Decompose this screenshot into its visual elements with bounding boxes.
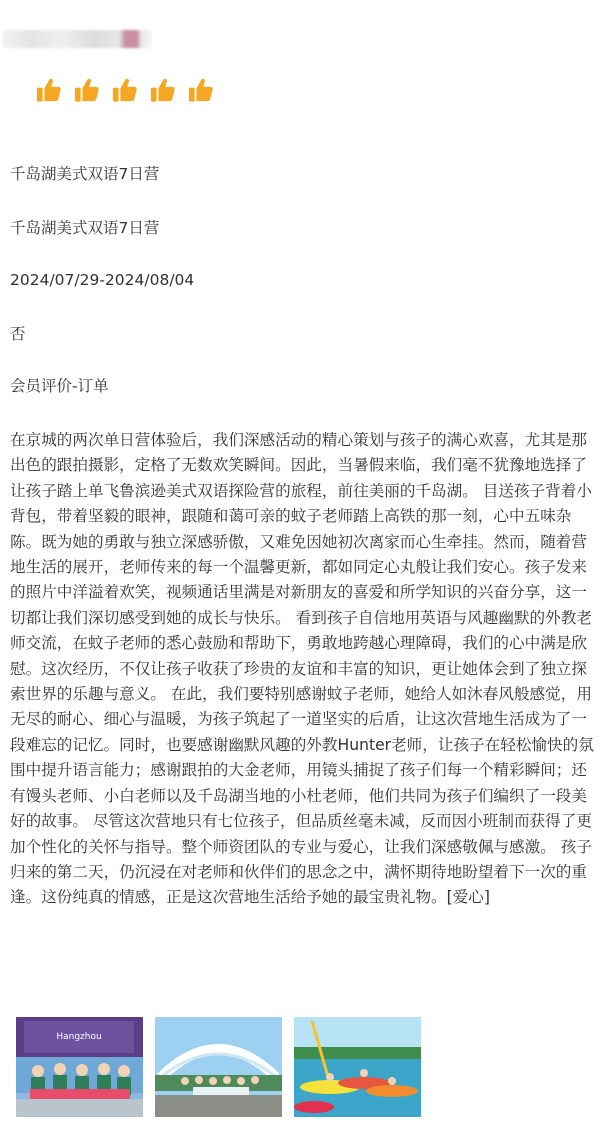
date-range: 2024/07/29-2024/08/04 — [10, 271, 195, 289]
user-name-blurred — [2, 30, 152, 48]
star-rating — [34, 76, 215, 104]
review-source: 会员评价-订单 — [10, 377, 109, 395]
photo-banner-caption: Hangzhou — [56, 1032, 102, 1042]
camp-session-name: 千岛湖美式双语7日营 — [10, 219, 160, 237]
review-text: 在京城的两次单日营体验后，我们深感活动的精心策划与孩子的满心欢喜，尤其是那出色的跟拍摄影，定格了无数欢笑瞬间。因此，当暑假来临，我们毫不犹豫地选择了让孩子踏上单飞鲁滨逊美式双语探险营的旅程，前往美丽的千岛湖。 目送孩子背着小背包，带着坚毅的眼神，跟随和蔼可亲的蚊子老师踏上高铁的那一刻，心中五味杂陈。既为她的勇敢与独立深感骄傲，又难免因她初次离家而心生牵挂。然而，随着营地生活的展开，老师传来的每一个温馨更新，都如同定心丸般让我们安心。孩子发来的照片中洋溢着欢笑，视频通话里满是对新朋友的喜爱和所学知识的兴奋分享，这一切都让我们深切感受到她的成长与快乐。 看到孩子自信地用英语与风趣幽默的外教老师交流，在蚊子老师的悉心鼓励和帮助下，勇敢地跨越心理障碍，我们的心中满是欣慰。这次经历，不仅让孩子收获了珍贵的友谊和丰富的知识，更让她体会到了独立探索世界的乐趣与意义。 在此，我们要特别感谢蚊子老师，她给人如沐春风般感觉，用无尽的耐心、细心与温暖，为孩子筑起了一道坚实的后盾，让这次营地生活成为了一段难忘的记忆。同时，也要感谢幽默风趣的外教Hunter老师，让孩子在轻松愉快的氛围中提升语言能力；感谢跟拍的大金老师，用镜头捕捉了孩子们每一个精彩瞬间；还有馒头老师、小白老师以及千岛湖当地的小杜老师，他们共同为孩子们编织了一段美好的故事。 尽管这次营地只有七位孩子，但品质丝毫未减，反而因小班制而获得了更加个性化的关怀与指导。整个师资团队的专业与爱心，让我们深感敬佩与感激。 孩子归来的第二天，仍沉浸在对老师和伙伴们的思念之中，满怀期待地盼望着下一次的重逢。这份纯真的情感，正是这次营地生活给予她的最宝贵礼物。[爱心] — [10, 431, 594, 907]
option-flag: 否 — [10, 325, 26, 343]
thumbs-up-icon — [110, 76, 139, 104]
thumbs-up-icon — [72, 76, 101, 104]
thumbs-up-icon — [34, 76, 63, 104]
thumbs-up-icon — [186, 76, 215, 104]
product-title: 千岛湖美式双语7日营 — [10, 165, 160, 183]
photo-group-banner[interactable] — [16, 1017, 143, 1117]
photo-gallery — [16, 1017, 421, 1117]
thumbs-up-icon — [148, 76, 177, 104]
photo-kayaks[interactable] — [294, 1017, 421, 1117]
photo-group-arch[interactable] — [155, 1017, 282, 1117]
